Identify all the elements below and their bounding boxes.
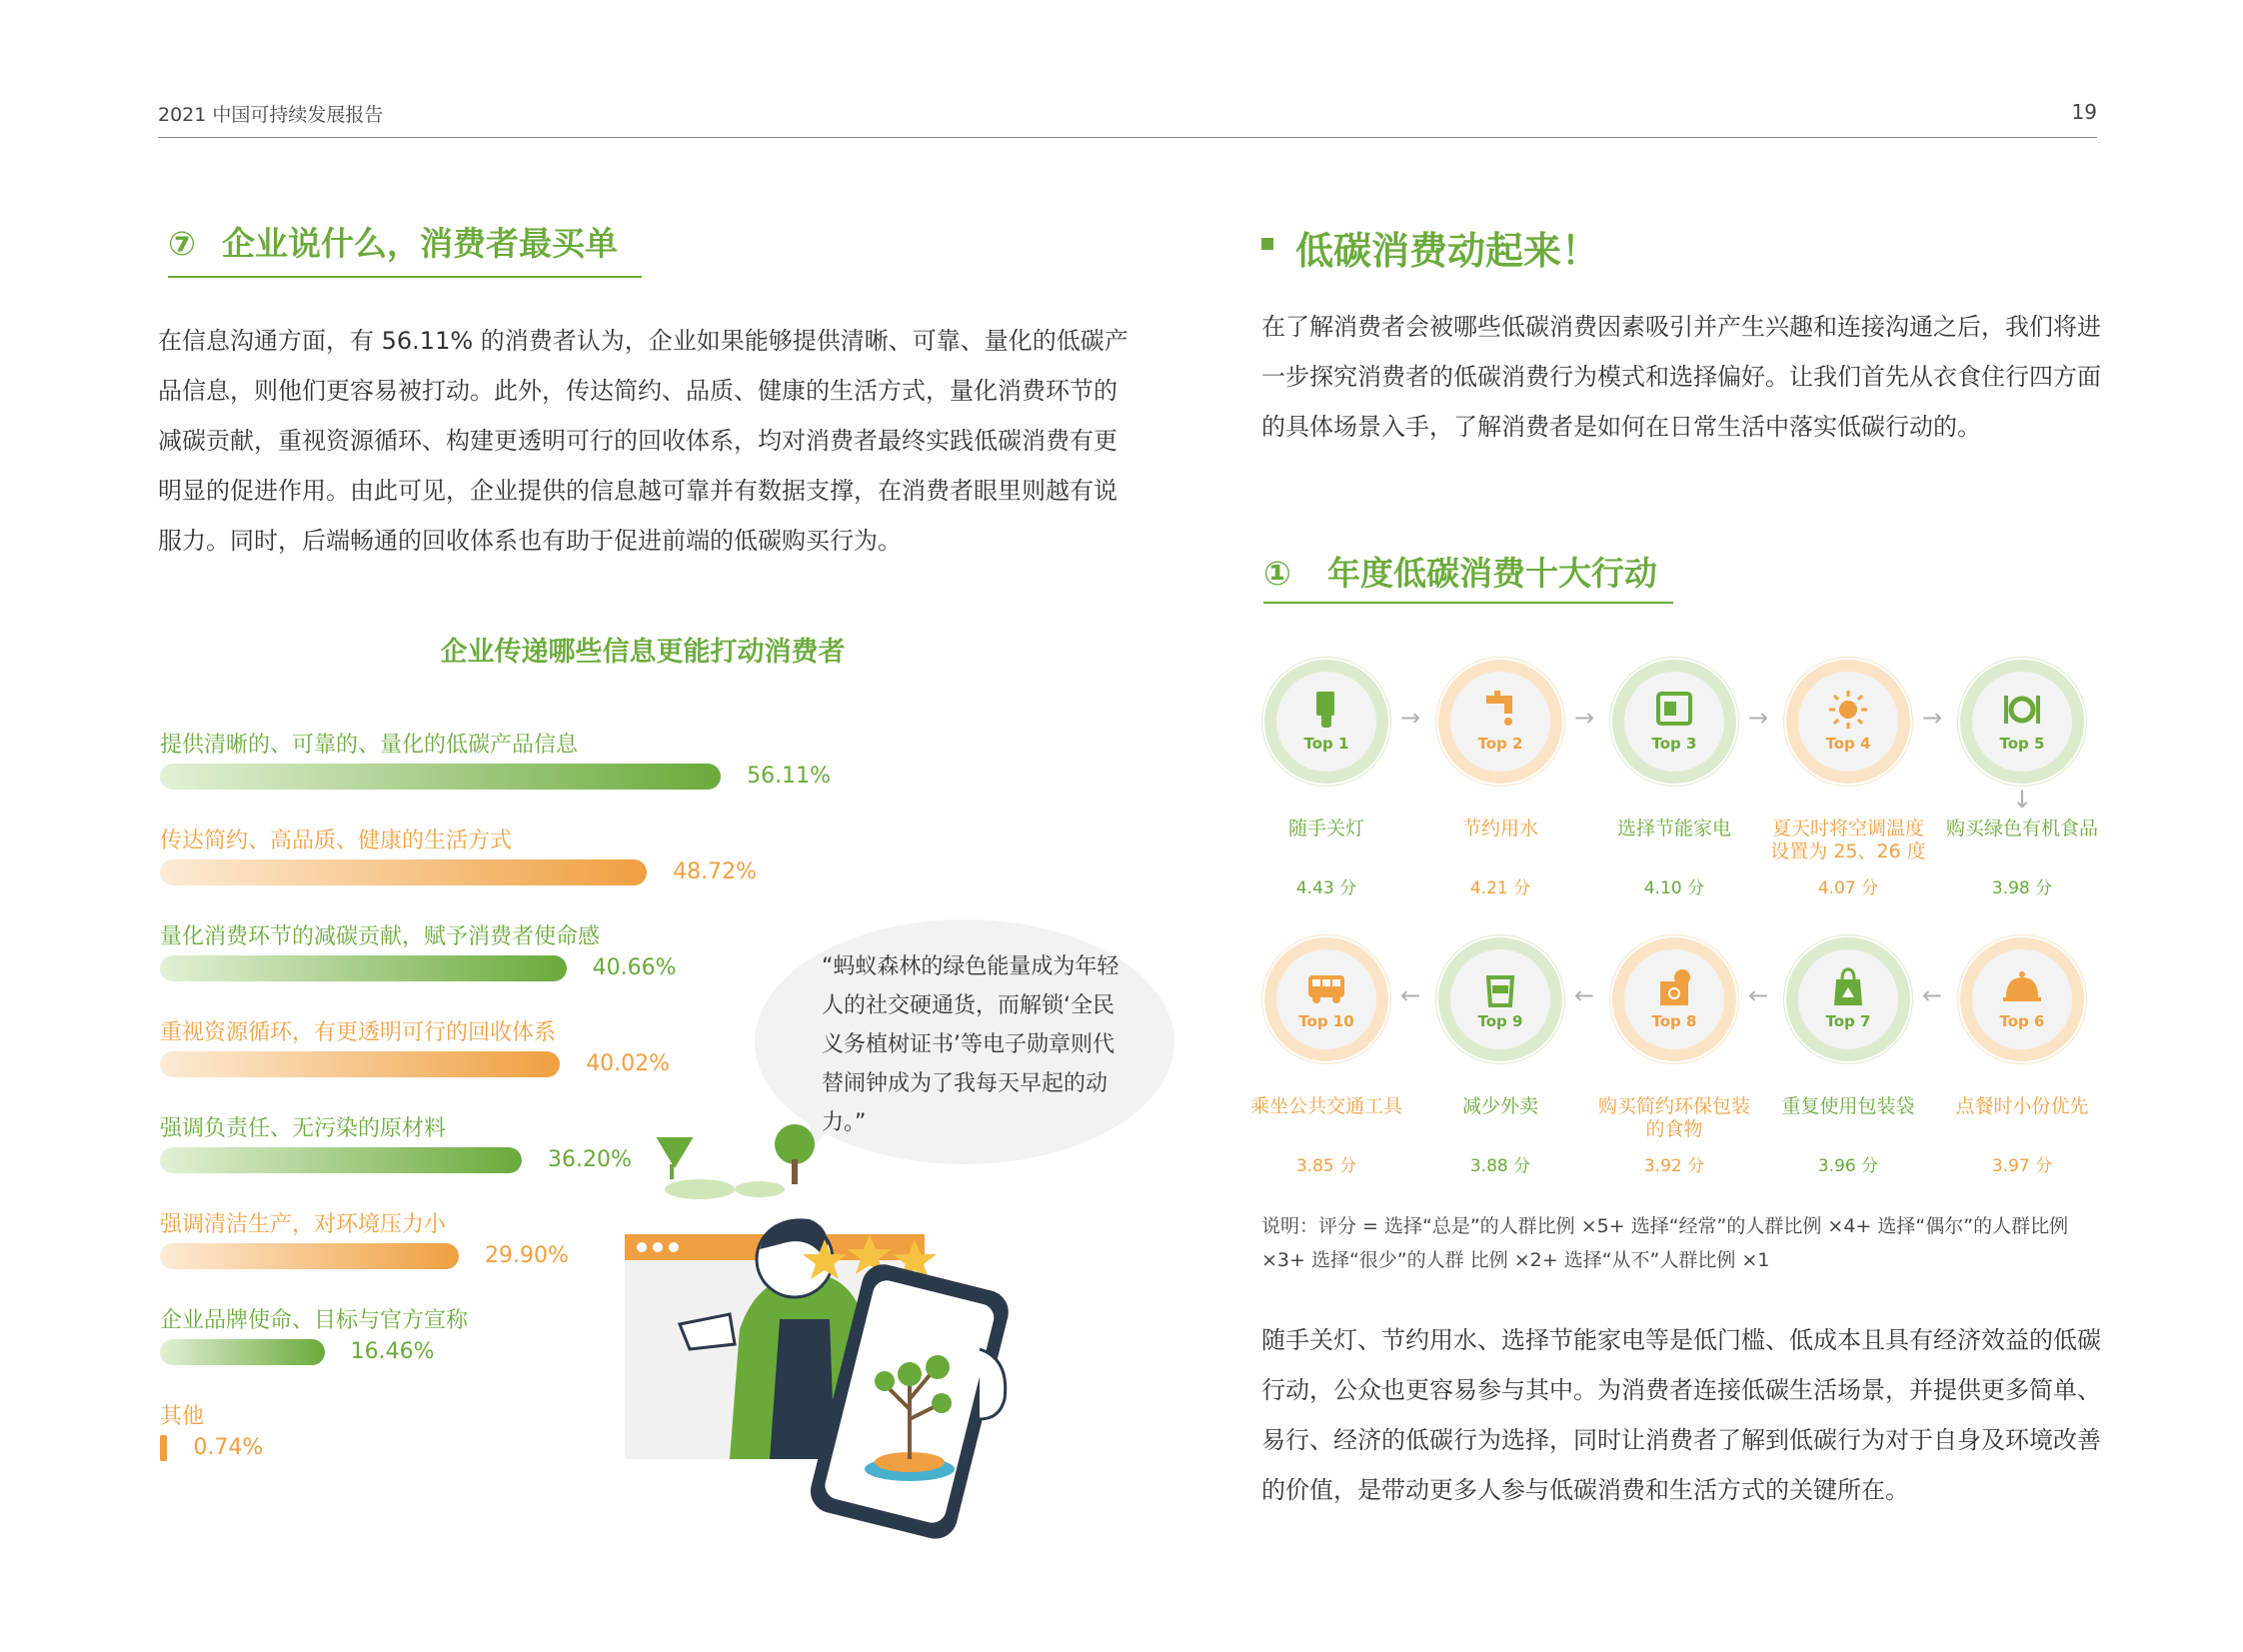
faucet-icon xyxy=(1480,690,1520,730)
right-section-title: 低碳消费动起来！ xyxy=(1295,229,1600,273)
action-name: 重复使用包装袋 xyxy=(1781,1095,1915,1117)
bar xyxy=(160,1435,167,1461)
action-score: 3.96 分 xyxy=(1817,1156,1879,1176)
bar-label: 强调清洁生产，对环境压力小 xyxy=(160,1212,447,1237)
action-name: 乘坐公共交通工具 xyxy=(1249,1095,1402,1117)
bar-label: 重视资源循环，有更透明可行的回收体系 xyxy=(160,1020,557,1045)
closing-paragraph: 随手关灯、节约用水、选择节能家电等是低门槛、低成本且具有经济效益的低碳行动，公众也更容易参与其中。为消费者连接低碳生活场景，并提供更多简单、易行、经济的低碳行为选择，同时让消费者了解到低碳行为对于自身及环境改善的价值，是带动更多人参与低碳消费和生活方式的关键所在。 xyxy=(1261,1326,2101,1504)
action-badge xyxy=(1960,937,2084,1061)
action-score: 3.92 分 xyxy=(1643,1156,1705,1176)
arrow-right-icon: → xyxy=(1748,704,1769,732)
arrow-left-icon: ← xyxy=(1574,981,1595,1009)
bar xyxy=(160,1339,325,1365)
bar-label: 提供清晰的、可靠的、量化的低碳产品信息 xyxy=(160,733,579,758)
bar-value-label: 36.20% xyxy=(548,1147,632,1172)
bar-value-label: 0.74% xyxy=(193,1435,264,1460)
cloche-icon xyxy=(2002,967,2042,1007)
action-name: 节约用水 xyxy=(1461,818,1538,839)
action-rank: Top 3 xyxy=(1651,735,1697,753)
action-rank: Top 6 xyxy=(1999,1012,2045,1030)
action-name: 随手关灯 xyxy=(1287,818,1364,839)
bar-value-label: 56.11% xyxy=(747,764,831,789)
action-name: 购买简约环保包装的食物 xyxy=(1597,1095,1750,1140)
arrow-left-icon: ← xyxy=(1748,981,1769,1009)
bar-label: 传达简约、高品质、健康的生活方式 xyxy=(160,828,513,853)
appliance-icon xyxy=(1654,690,1694,730)
bar-value-label: 16.46% xyxy=(350,1339,435,1364)
bar-value-label: 40.02% xyxy=(586,1051,671,1076)
sun-icon xyxy=(1828,690,1868,730)
subsection-title: 年度低碳消费十大行动 xyxy=(1326,554,1657,593)
hand-switch-icon xyxy=(1306,690,1346,730)
action-name: 夏天时将空调温度设置为 25、26 度 xyxy=(1770,818,1926,862)
action-score: 3.88 分 xyxy=(1469,1156,1531,1176)
arrow-right-icon: → xyxy=(1574,704,1595,732)
action-badge xyxy=(1438,937,1562,1061)
action-name: 点餐时小份优先 xyxy=(1955,1095,2089,1117)
action-score: 4.10 分 xyxy=(1643,878,1705,898)
action-score: 4.21 分 xyxy=(1469,878,1531,898)
action-badge xyxy=(1438,660,1562,784)
left-paragraph: 在信息沟通方面，有 56.11% 的消费者认为，企业如果能够提供清晰、可靠、量化的低碳产品信息，则他们更容易被打动。此外，传达简约、品质、健康的生活方式，量化消费环节的减碳贡献，重视资源循环、构建更透明可行的回收体系，均对消费者最终实践低碳消费有更明显的促进作用。由此可见，企业提供的信息越可靠并有数据支撑，在消费者眼里则越有说服力。同时，后端畅通的回收体系也有助于促进前端的低碳购买行为。 xyxy=(158,327,1128,555)
arrow-left-icon: ← xyxy=(1400,981,1421,1009)
bar-value-label: 29.90% xyxy=(485,1243,569,1268)
report-title: 2021 中国可持续发展报告 xyxy=(158,104,384,126)
action-rank: Top 7 xyxy=(1825,1012,1871,1030)
action-badge xyxy=(1960,660,2084,784)
recycle-bag-icon xyxy=(1828,967,1868,1007)
action-name: 减少外卖 xyxy=(1461,1095,1538,1117)
action-score: 3.98 分 xyxy=(1991,878,2053,898)
action-rank: Top 10 xyxy=(1298,1012,1354,1030)
bar-label: 企业品牌使命、目标与官方宣称 xyxy=(160,1308,469,1333)
action-badge xyxy=(1612,937,1736,1061)
eco-package-icon xyxy=(1654,967,1694,1007)
chart-title: 企业传递哪些信息更能打动消费者 xyxy=(440,637,846,668)
action-score: 4.43 分 xyxy=(1295,878,1357,898)
action-rank: Top 4 xyxy=(1825,735,1871,753)
arrow-right-icon: → xyxy=(1400,704,1421,732)
action-badge xyxy=(1264,937,1388,1061)
action-score: 3.97 分 xyxy=(1991,1156,2053,1176)
arrow-left-icon: ← xyxy=(1922,981,1943,1009)
action-badge xyxy=(1786,660,1910,784)
action-score: 4.07 分 xyxy=(1817,878,1879,898)
action-name: 选择节能家电 xyxy=(1616,818,1731,839)
section-number: ⑦ xyxy=(168,224,196,263)
subsection-number: ① xyxy=(1263,554,1291,593)
bar-value-label: 40.66% xyxy=(592,955,677,980)
action-name: 购买绿色有机食品 xyxy=(1945,818,2098,839)
takeout-box-icon xyxy=(1480,967,1520,1007)
hand-holding-phone xyxy=(980,1349,1006,1419)
quote-text: “蚂蚁森林的绿色能量成为年轻人的社交硬通货，而解锁‘全民义务植树证书’等电子勋章则代替闹钟成为了我每天早起的动力。” xyxy=(822,954,1120,1135)
arrow-right-icon: → xyxy=(1922,704,1943,732)
right-paragraph: 在了解消费者会被哪些低碳消费因素吸引并产生兴趣和连接沟通之后，我们将进一步探究消费者的低碳消费行为模式和选择偏好。让我们首先从衣食住行四方面的具体场景入手，了解消费者是如何在日常生活中落实低碳行动的。 xyxy=(1261,313,2101,441)
action-score: 3.85 分 xyxy=(1295,1156,1357,1176)
page-number: 19 xyxy=(2071,100,2097,124)
action-rank: Top 8 xyxy=(1651,1012,1697,1030)
bar xyxy=(160,1243,459,1269)
action-badge xyxy=(1786,937,1910,1061)
bar-label: 量化消费环节的减碳贡献，赋予消费者使命感 xyxy=(160,924,601,949)
plate-cutlery-icon xyxy=(2002,690,2042,730)
action-rank: Top 9 xyxy=(1477,1012,1523,1030)
arrow-down-icon: ↓ xyxy=(2012,786,2033,814)
scoring-note: 说明：评分 = 选择“总是”的人群比例 ×5+ 选择“经常”的人群比例 ×4+ 选择“偶尔”的人群比例 ×3+ 选择“很少”的人群 比例 ×2+ 选择“从不”人群比例 ×1 xyxy=(1261,1215,2069,1271)
action-rank: Top 2 xyxy=(1477,735,1523,753)
action-badge xyxy=(1612,660,1736,784)
bar-label: 其他 xyxy=(160,1404,205,1429)
bar-value-label: 48.72% xyxy=(673,859,758,884)
action-badge xyxy=(1264,660,1388,784)
bus-icon xyxy=(1306,967,1346,1007)
action-rank: Top 1 xyxy=(1303,735,1349,753)
action-rank: Top 5 xyxy=(1999,735,2045,753)
section-title: 企业说什么，消费者最买单 xyxy=(221,224,618,263)
bar-label: 强调负责任、无污染的原材料 xyxy=(160,1116,447,1141)
